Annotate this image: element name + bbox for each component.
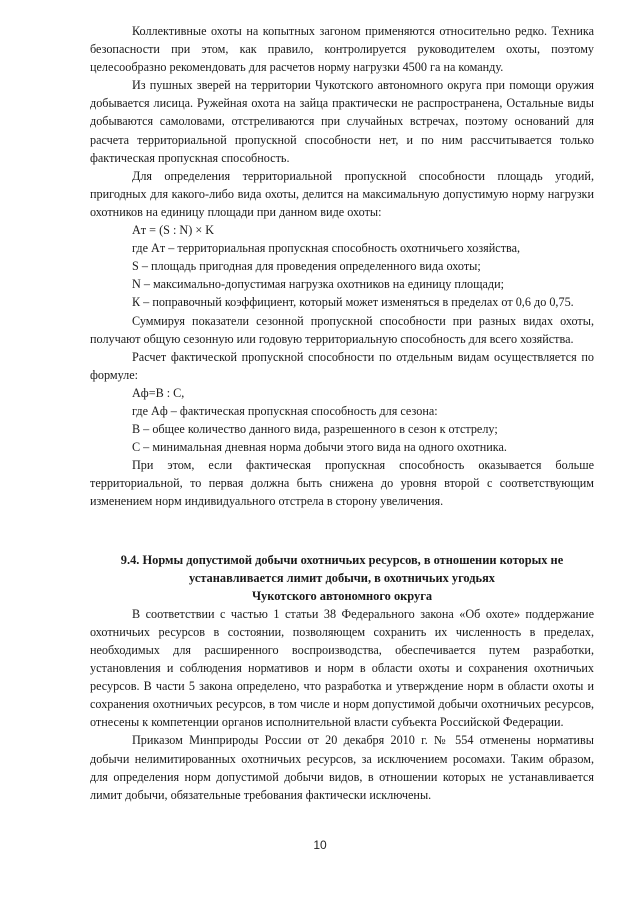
paragraph-territorial-capacity: Для определения территориальной пропускной способности площадь угодий, пригодных для какого-либо вида охоты, делится на максимальную допустимую норму нагрузки охотников на единицу площади при данном виде охоты: <box>90 168 594 219</box>
definition-c: С – минимальная дневная норма добычи этого вида на одного охотника. <box>132 440 507 455</box>
formula-territorial: Aт = (S : N) × K <box>132 223 215 238</box>
paragraph-reduction: При этом, если фактическая пропускная способность оказывается больше территориальной, то первая должна быть снижена до уровня второй с соответствующим изменением норм индивидуального отстрела в сторону увеличения. <box>90 458 594 509</box>
page-number: 10 <box>313 838 327 852</box>
page-body <box>90 22 594 804</box>
paragraph-collective-hunts: Коллективные охоты на копытных загоном применяются относительно редко. Техника безопасности при этом, как правило, контролируется руководителем охоты, поэтому целесообразно рекомендовать для расчетов норму нагрузки 4500 га на команду. <box>90 24 594 75</box>
section-heading <box>90 551 594 605</box>
definition-af: где Aф – фактическая пропускная способность для сезона: <box>132 403 438 418</box>
paragraph-federal-law: В соответствии с частью 1 статьи 38 Федерального закона «Об охоте» поддержание охотничьих ресурсов в состоянии, позволяющем сохранить их численность в пределах, необходимых для расширенного воспроизводства, обеспечивается путем разработки, установления и соблюдения нормативов и норм в области охоты и сохранения охотничьих ресурсов. В части 5 закона определено, что разработка и утверждение норм в области охоты и сохранения охотничьих ресурсов, в том числе и норм допустимой добычи охотничьих ресурсов, отнесены к компетенции органов исполнительной власти субъекта Российской Федерации. <box>90 606 594 730</box>
heading-line-2: устанавливается лимит добычи, в охотничьих угодьях <box>189 570 495 585</box>
paragraph-fur-animals: Из пушных зверей на территории Чукотского автономного округа при помощи оружия добывается лисица. Ружейная охота на зайца практически не распространена, Остальные виды добываются самоловами, отстреливаются при случайных встречах, поэтому оснований для расчета территориальной пропускной способности нет, и по ним рассчитывается только фактическая пропускная способность. <box>90 78 594 165</box>
formula-actual: Aф=B : C, <box>132 385 185 400</box>
paragraph-ministry-order: Приказом Минприроды России от 20 декабря 2010 г. № 554 отменены нормативы добычи нелимитированных охотничьих ресурсов, за исключением росомахи. Таким образом, для определения норм допустимой добычи видов, в отношении которых не устанавливается лимит добычи, обязательные требования фактически исключены. <box>90 733 594 802</box>
definition-s: S – площадь пригодная для проведения определенного вида охоты; <box>132 259 481 274</box>
paragraph-seasonal-sum: Суммируя показатели сезонной пропускной способности при разных видах охоты, получают общую сезонную или годовую территориальную способность для всего хозяйства. <box>90 313 594 346</box>
heading-line-1: 9.4. Нормы допустимой добычи охотничьих ресурсов, в отношении которых не <box>120 552 564 567</box>
heading-line-3: Чукотского автономного округа <box>251 588 433 603</box>
definition-at: где Aт – территориальная пропускная способность охотничьего хозяйства, <box>132 241 521 256</box>
definition-k: К – поправочный коэффициент, который может изменяться в пределах от 0,6 до 0,75. <box>132 295 574 310</box>
paragraph-actual-capacity: Расчет фактической пропускной способности по отдельным видам осуществляется по формуле: <box>90 349 594 382</box>
section-spacer <box>90 511 594 551</box>
definition-n: N – максимально-допустимая нагрузка охотников на единицу площади; <box>132 277 505 292</box>
definition-b: В – общее количество данного вида, разрешенного в сезон к отстрелу; <box>132 422 498 437</box>
